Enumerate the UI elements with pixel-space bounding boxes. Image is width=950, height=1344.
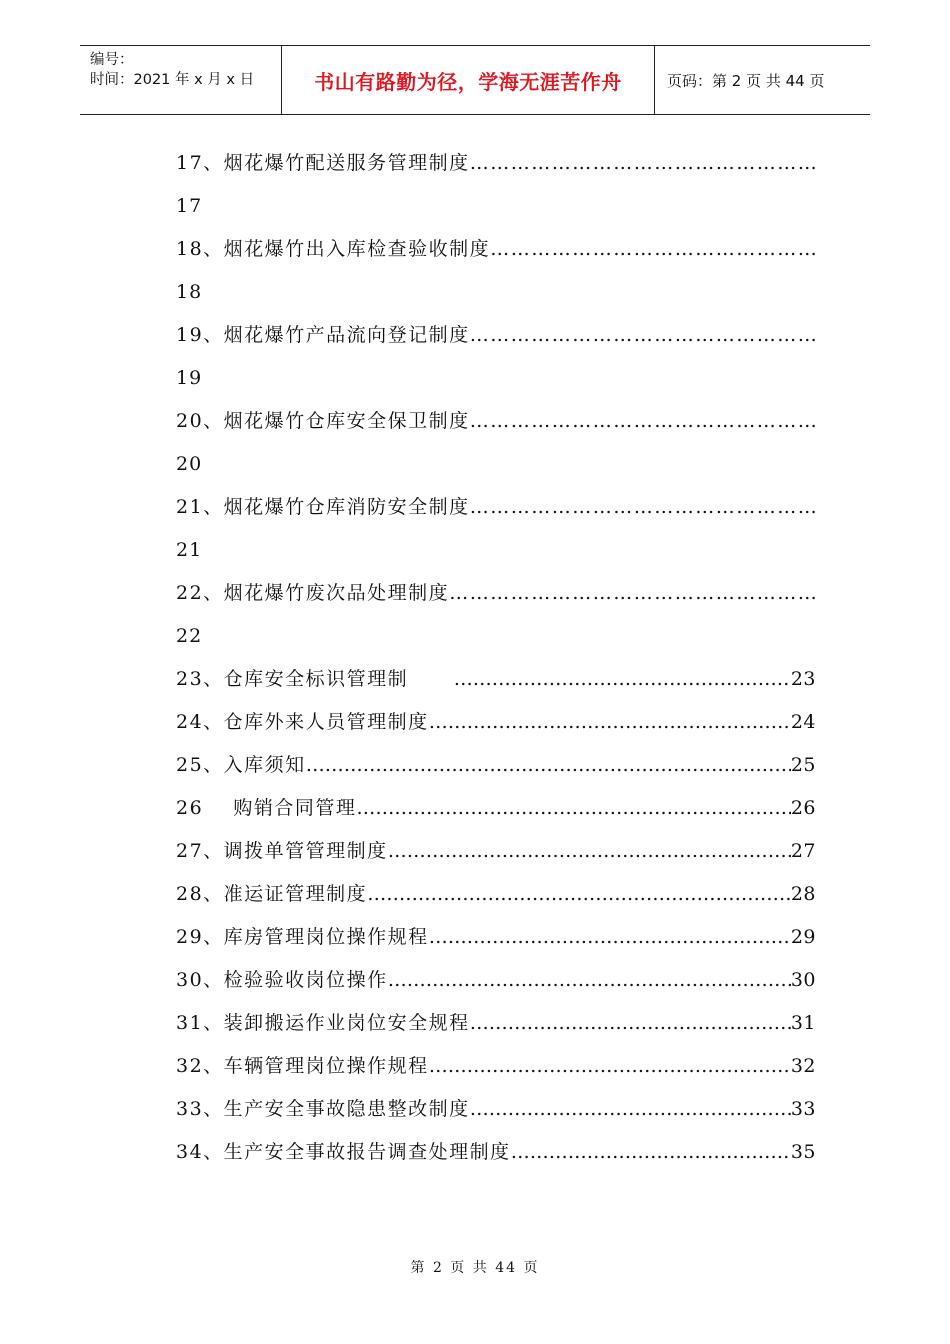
toc-dot-leader	[429, 1045, 791, 1088]
toc-dot-leader: ………………………………………………	[449, 582, 819, 604]
toc-entry-page: 33	[790, 1098, 816, 1120]
toc-entry-29[interactable]	[176, 916, 816, 959]
toc-entry-page: 17	[176, 195, 203, 217]
header-page-info: 页码：第 2 页 共 44 页	[667, 71, 825, 90]
toc-entry-page: 23	[790, 668, 816, 690]
toc-dot-leader	[388, 959, 791, 1002]
toc-dot-leader	[454, 658, 791, 701]
toc-entry-label: 25、入库须知	[176, 754, 306, 776]
toc-entry-18[interactable]	[176, 228, 819, 271]
toc-entry-27[interactable]	[176, 830, 816, 873]
toc-entry-page: 22	[176, 625, 203, 647]
page-footer: 第 2 页 共 44 页	[410, 1260, 540, 1276]
page-header	[80, 45, 870, 115]
toc-entry-22[interactable]	[176, 572, 819, 615]
toc-entry-30[interactable]	[176, 959, 816, 1002]
toc-dot-leader: ……………………………………………	[469, 496, 819, 518]
toc-entry-label: 19、烟花爆竹产品流向登记制度	[176, 324, 470, 346]
toc-entry-page: 31	[790, 1012, 816, 1034]
toc-entry-31[interactable]	[176, 1002, 816, 1045]
toc-dot-leader	[429, 701, 791, 744]
toc-entry-label: 30、检验验收岗位操作	[176, 969, 388, 991]
toc-entry-17[interactable]	[176, 142, 819, 185]
toc-dot-leader	[470, 1088, 791, 1131]
toc-entry-25[interactable]	[176, 744, 816, 787]
toc-entry-label: 20、烟花爆竹仓库安全保卫制度	[176, 410, 470, 432]
toc-dot-leader	[511, 1131, 791, 1174]
toc-entry-24[interactable]	[176, 701, 816, 744]
toc-entry-33[interactable]	[176, 1088, 816, 1131]
toc-entry-page: 35	[790, 1141, 816, 1163]
toc-entry-page: 20	[176, 453, 203, 475]
toc-dot-leader	[367, 873, 791, 916]
toc-entry-26[interactable]	[176, 787, 816, 830]
toc-entry-label: 18、烟花爆竹出入库检查验收制度	[176, 238, 491, 260]
toc-entry-page: 30	[790, 969, 816, 991]
toc-entry-label: 24、仓库外来人员管理制度	[176, 711, 429, 733]
toc-entry-page: 29	[790, 926, 816, 948]
toc-entry-label: 21、烟花爆竹仓库消防安全制度	[176, 496, 470, 518]
toc-dot-leader	[356, 787, 790, 830]
header-meta-cell	[80, 46, 282, 114]
toc-entry-page: 19	[176, 367, 203, 389]
document-date-label: 时间：2021 年 x 月 x 日	[90, 72, 255, 88]
toc-entry-19[interactable]	[176, 314, 819, 357]
toc-entry-label: 32、车辆管理岗位操作规程	[176, 1055, 429, 1077]
toc-entry-page: 27	[790, 840, 816, 862]
toc-dot-leader	[388, 830, 791, 873]
toc-entry-label: 23、仓库安全标识管理制	[176, 668, 409, 690]
toc-entry-page: 24	[790, 711, 816, 733]
toc-dot-leader	[470, 1002, 791, 1045]
toc-entry-page: 26	[790, 797, 816, 819]
toc-dot-leader: …………………………………………	[490, 238, 819, 260]
toc-dot-leader	[429, 916, 791, 959]
toc-dot-leader: ……………………………………………	[469, 152, 819, 174]
toc-entry-20[interactable]	[176, 400, 819, 443]
toc-entry-label: 22、烟花爆竹废次品处理制度	[176, 582, 450, 604]
toc-entry-page: 18	[176, 281, 203, 303]
toc-dot-leader	[306, 744, 791, 787]
toc-entry-page: 25	[790, 754, 816, 776]
toc-entry-label: 34、生产安全事故报告调查处理制度	[176, 1141, 511, 1163]
toc-dot-leader: ……………………………………………	[469, 324, 819, 346]
toc-entry-32[interactable]	[176, 1045, 816, 1088]
header-motto: 书山有路勤为径，学海无涯苦作舟	[282, 46, 655, 114]
toc-entry-34[interactable]	[176, 1131, 816, 1174]
toc-entry-label: 33、生产安全事故隐患整改制度	[176, 1098, 470, 1120]
toc-entry-page: 28	[790, 883, 816, 905]
toc-dot-leader: ……………………………………………	[469, 410, 819, 432]
toc-entry-label: 31、装卸搬运作业岗位安全规程	[176, 1012, 470, 1034]
toc-entry-page: 21	[176, 539, 203, 561]
toc-entry-23[interactable]	[176, 658, 816, 701]
toc-entry-page: 32	[790, 1055, 816, 1077]
toc-entry-label: 29、库房管理岗位操作规程	[176, 926, 429, 948]
toc-entry-label: 27、调拨单管管理制度	[176, 840, 388, 862]
toc-entry-28[interactable]	[176, 873, 816, 916]
toc-entry-21[interactable]	[176, 486, 819, 529]
toc-entry-label: 26 购销合同管理	[176, 797, 357, 819]
table-of-contents	[176, 142, 819, 1174]
toc-entry-label: 28、准运证管理制度	[176, 883, 368, 905]
document-number-label: 编号：	[90, 52, 134, 68]
toc-entry-label: 17、烟花爆竹配送服务管理制度	[176, 152, 470, 174]
